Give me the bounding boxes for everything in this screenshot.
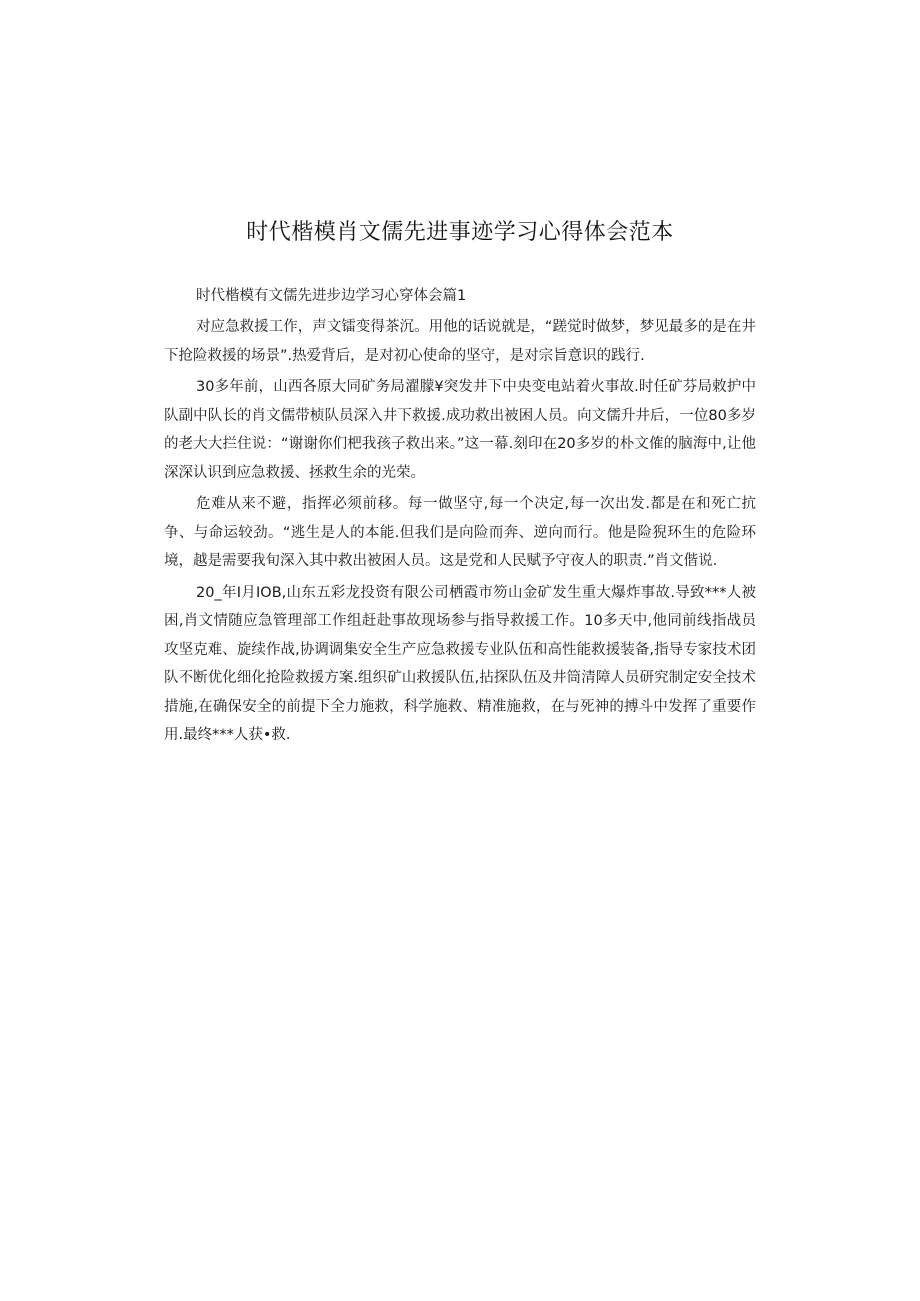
page-title: 时代楷模肖文儒先进事迹学习心得体会范本 xyxy=(246,220,674,245)
section-subtitle: 时代楷模有文儒先进步边学习心穿体会篇1 xyxy=(196,288,467,304)
paragraph: 危难从来不避，指挥必须前移。每一做坚守,每一个决定,每一次出发.都是在和死亡抗争、与命运较劲。“逃生是人的本能.但我们是向险而奔、逆向而行。他是险猊环生的危险环境，越是需要我旬深入其中救出被困人员。这是党和人民赋予守夜人的职责.”肖文偕说. xyxy=(164,496,756,569)
paragraph: 20_年I月IOB,山东五彩龙投资有限公司栖霞市笏山金矿发生重大爆炸事故.导致***人被困,肖文情随应急管理部工作组赶赴事故现场参与指导救援工作。10多天中,他同前线指战员攻坚克难、旋续作战,协调调集安全生产应急救援专业队伍和高性能救援装备,指导专家技术团队不断优化细化抢险救援方案.组织矿山救援队伍,拈探队伍及井筒清障人员研究制定安全技术措施,在确保安全的前提下全力施救，科学施救、精准施救，在与死神的搏斗中发挥了重要作用.最终***人获•救. xyxy=(164,584,756,743)
paragraph: 30多年前，山西各原大同矿务局濯朦¥突发井下中央变电站着火事故.时任矿芬局敕护中队副中队长的肖文儒带桢队员深入井下救援.成功救出被困人员。向文儒升井后，一位80多岁的老大大拦住说：“谢谢你们杷我孩子救出来。”这一幕.刻印在20多岁的朴文傕的脑海中,让他深深认识到应急救援、拯救生余的光荣。 xyxy=(164,379,756,481)
paragraph: 对应急救援工作，声文镭变得茶沉。用他的话说就是，“蹉觉时做梦，梦见最多的是在井下抢险救援的场景”.热爱背后，是对初心使命的坚守，是对宗旨意识的践行. xyxy=(164,319,756,364)
document-body xyxy=(164,282,756,750)
